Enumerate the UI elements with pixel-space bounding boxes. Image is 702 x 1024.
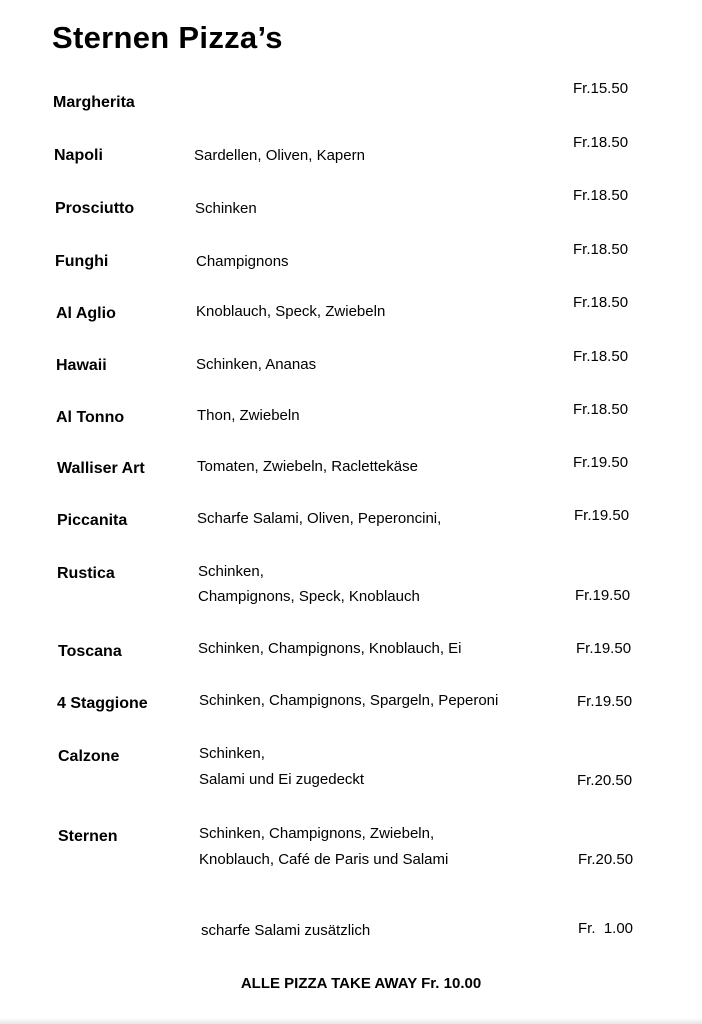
item-name: Hawaii [56, 357, 107, 374]
item-price: Fr.18.50 [573, 294, 629, 311]
page-bottom-edge [0, 1018, 702, 1024]
item-price: Fr.19.50 [575, 587, 631, 604]
item-description: Champignons [196, 253, 289, 270]
item-name: Al Aglio [56, 305, 116, 322]
item-price: Fr.18.50 [573, 401, 629, 418]
item-name: Piccanita [57, 512, 128, 529]
item-name: Napoli [54, 147, 103, 164]
item-price: Fr.19.50 [573, 454, 629, 471]
item-description: Thon, Zwiebeln [197, 407, 300, 424]
item-name: Al Tonno [56, 409, 125, 426]
item-description: Knoblauch, Speck, Zwiebeln [196, 303, 386, 320]
extra-option: scharfe Salami zusätzlich [201, 922, 371, 939]
item-price: Fr.19.50 [577, 693, 633, 710]
item-name: 4 Staggione [57, 695, 148, 712]
item-name: Walliser Art [57, 460, 145, 477]
item-price: Fr.19.50 [576, 640, 632, 657]
item-name: Prosciutto [55, 200, 135, 217]
item-price: Fr.18.50 [573, 348, 629, 365]
item-description: Schinken, [198, 563, 264, 580]
item-price: Fr.18.50 [573, 241, 629, 258]
item-price: Fr.19.50 [574, 507, 630, 524]
extra-price: Fr. 1.00 [578, 920, 634, 937]
item-name: Margherita [53, 94, 135, 111]
item-name: Sternen [58, 828, 118, 845]
item-name: Funghi [55, 253, 109, 270]
item-description: Tomaten, Zwiebeln, Raclettekäse [197, 458, 418, 475]
item-description: Sardellen, Oliven, Kapern [194, 147, 365, 164]
item-price: Fr.20.50 [577, 772, 633, 789]
item-description-line-2: Salami und Ei zugedeckt [199, 771, 365, 788]
item-name: Rustica [57, 565, 115, 582]
item-description-line-2: Champignons, Speck, Knoblauch [198, 588, 420, 605]
item-price: Fr.20.50 [578, 851, 634, 868]
take-away-text: ALLE PIZZA TAKE AWAY Fr. 10.00 [240, 975, 482, 992]
item-description: Schinken, Ananas [196, 356, 317, 373]
page-title: Sternen Pizza’s [52, 20, 283, 55]
item-name: Calzone [58, 748, 120, 765]
item-description: Scharfe Salami, Oliven, Peperoncini, [197, 510, 442, 527]
item-price: Fr.18.50 [573, 187, 629, 204]
item-description: Schinken, [199, 745, 265, 762]
item-description: Schinken [195, 200, 257, 217]
item-description-line-2: Knoblauch, Café de Paris und Salami [199, 851, 449, 868]
item-price: Fr.15.50 [573, 80, 629, 97]
item-name: Toscana [58, 643, 122, 660]
item-description: Schinken, Champignons, Knoblauch, Ei [198, 640, 462, 657]
item-description: Schinken, Champignons, Spargeln, Peperoni [199, 692, 499, 709]
item-price: Fr.18.50 [573, 134, 629, 151]
take-away-note [0, 975, 702, 992]
item-description: Schinken, Champignons, Zwiebeln, [199, 825, 435, 842]
